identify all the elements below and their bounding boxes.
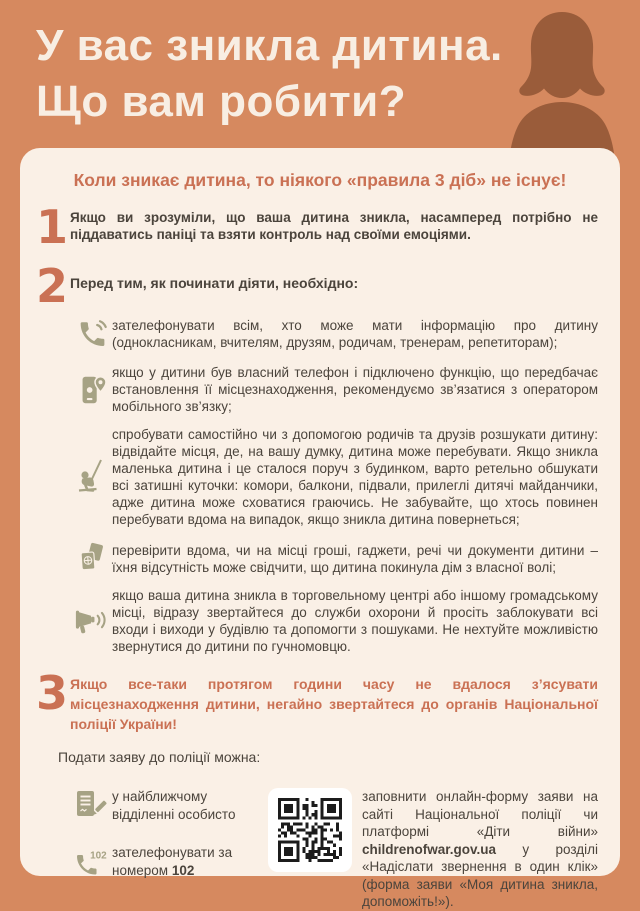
list-item [20, 364, 620, 415]
list-item-text: якщо ваша дитина зникла в торговельному центрі або іншому громадському місці, відразу звертайтеся до служби охорони й просіть заблокувати всі входи і виходи у будівлю та допомогти з пошуками. Не нехтуйте можливістю звернутися до дитини по гучномовцю. [112, 588, 598, 655]
list-item [20, 541, 620, 577]
step-2-bullet-list [20, 317, 620, 655]
step-3 [20, 666, 620, 734]
page-title-line2: Що вам робити? [36, 77, 407, 126]
step-1-text: Якщо ви зрозуміли, що ваша дитина зникла, насамперед потрібно не піддаватись паніці та взяти контроль над своїми емоціями. [70, 210, 598, 242]
step-3-number: 3 [36, 666, 69, 721]
page-title [36, 18, 503, 130]
phone-location-icon [72, 371, 112, 409]
option-call-102-text: зателефонувати за номером 102 [112, 845, 233, 879]
page-title-line1: У вас зникла дитина. [36, 21, 503, 70]
icon-number-102: 102 [90, 850, 107, 862]
option-call-102 [72, 844, 256, 880]
info-card [20, 148, 620, 910]
step-2-number: 2 [36, 258, 69, 313]
report-options [72, 788, 598, 911]
step-2 [20, 258, 620, 313]
phone-102-icon [72, 845, 112, 879]
card-headline: Коли зникає дитина, то ніякого «правила 3 діб» не існує! [73, 170, 567, 190]
phone-number-102: 102 [171, 863, 195, 879]
option-in-person-text: у найближчому відділенні особисто [112, 789, 236, 823]
step-3-text: Якщо все-таки протягом години часу не вдалося з’ясувати місцезнаходження дитини, негайно звертайтеся до органів Національної поліції України! [70, 676, 598, 733]
list-item [20, 426, 620, 528]
step-2-text: Перед тим, як починати діяти, необхідно: [70, 274, 359, 291]
list-item-text: перевірити вдома, чи на місці гроші, гаджети, речі чи документи дитини – їхня відсутність може свідчити, що дитина покинула дім з власної волі; [112, 543, 598, 576]
documents-icon [72, 541, 112, 577]
report-intro: Подати заяву до поліції можна: [58, 749, 261, 766]
list-item-text: якщо у дитини був власний телефон і підключено функцію, що передбачає встановлення її місцезнаходження, рекомендуємо зв’язатися з оператором мобільного зв’язку; [112, 365, 598, 415]
list-item [20, 317, 620, 351]
childrenofwar-url: childrenofwar.gov.ua [362, 841, 497, 857]
qr-code [268, 788, 352, 872]
option-online [362, 788, 598, 911]
list-item-text: спробувати самостійно чи з допомогою родичів та друзів розшукати дитину: відвідайте місця, де, на вашу думку, дитина може перебувати. Якщо зникла маленька дитина і це сталося поруч з будинком, варто ретельно обшукати всі затишні куточки: комори, балкони, підвали, прилеглі дитячі майданчики, адже дитина може сховатися граючись. Не забувайте, що хтось повинен перебувати вдома на випадок, якщо зникла дитина повернеться; [112, 427, 598, 528]
option-in-person [72, 788, 256, 824]
phone-call-icon [72, 317, 112, 351]
report-document-icon [72, 788, 112, 824]
child-swing-icon [72, 459, 112, 495]
step-1-number: 1 [36, 200, 69, 254]
list-item [20, 587, 620, 655]
list-item-text: зателефонувати всім, хто може мати інформацію про дитину (однокласникам, вчителям, друзям, родичам, тренерам, репетиторам); [112, 318, 598, 351]
megaphone-icon [72, 605, 112, 637]
child-silhouette-icon [488, 4, 636, 172]
option-online-text: заповнити онлайн-форму заяви на сайті Національної поліції чи платформі «Діти війни» childrenofwar.gov.ua у розділі «Надіслати звернення в один клік» (форма заяви «Моя дитина зникла, допоможіть!»). [362, 789, 598, 910]
step-1 [20, 200, 620, 254]
